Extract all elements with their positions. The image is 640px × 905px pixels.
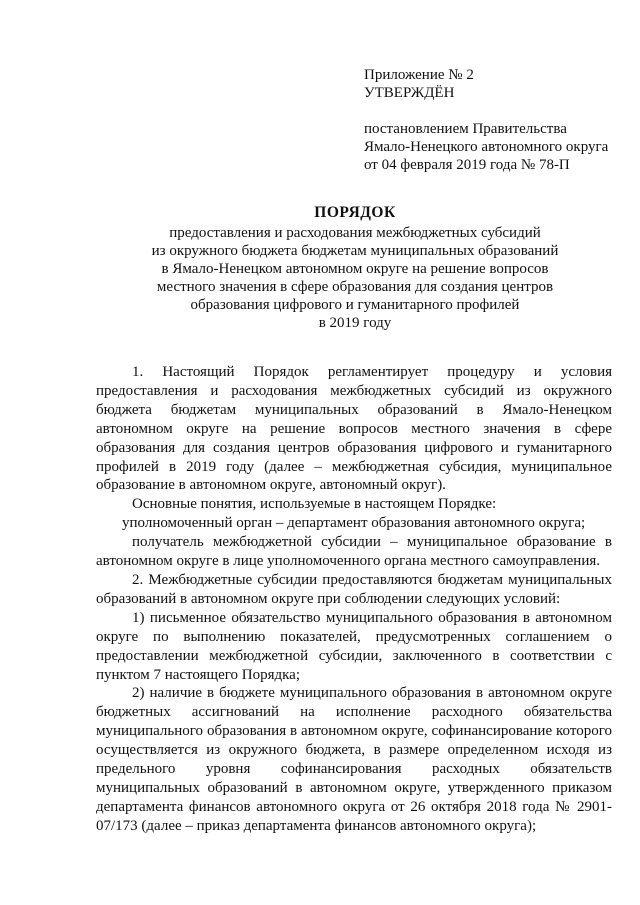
paragraph: Основные понятия, используемые в настоящем Порядке: [132,496,497,513]
paragraph: получатель межбюджетной субсидии – муниципальное образование в автономном округе в лице уполномоченного органа местного самоуправления. [96,534,612,570]
title-line: из окружного бюджета бюджетам муниципальных образований [151,243,559,259]
document-title: ПОРЯДОК [314,204,396,221]
resolution-line: Ямало-Ненецкого автономного округа [364,139,609,155]
approval-block [364,66,624,174]
appendix-label: Приложение № 2 [364,67,474,83]
title-line: в Ямало-Ненецком автономном округе на решение вопросов [161,261,549,277]
approved-label: УТВЕРЖДЁН [364,85,455,101]
title-line: предоставления и расходования межбюджетных субсидий [169,225,541,241]
spacer [364,102,624,120]
title-line: образования цифрового и гуманитарного профилей [190,297,520,313]
paragraph: 2. Межбюджетные субсидии предоставляются бюджетам муниципальных образований в автономном округе при соблюдении следующих условий: [96,571,612,607]
resolution-line: от 04 февраля 2019 года № 78-П [364,157,570,173]
title-line: местного значения в сфере образования для создания центров [156,279,554,295]
paragraph: 2) наличие в бюджете муниципального образования в автономном округе бюджетных ассигнований на исполнение расходного обязательства муниципального образования в автономном округе, софинансирование которого осуществляется из окружного бюджета, в размере определенном исходя из предельного уровня софинансирования расходных обязательств муниципальных образований в автономном округе, утвержденного приказом департамента финансов автономного округа от 26 октября 2018 года № 2901-07/173 (далее – приказ департамента финансов автономного округа); [96,685,612,834]
resolution-line: постановлением Правительства [364,121,567,137]
paragraph: 1. Настоящий Порядок регламентирует процедуру и условия предоставления и расходования межбюджетных субсидий из окружного бюджета бюджетам муниципальных образований в Ямало-Ненецком автономном округе на решение вопросов местного значения в сфере образования для создания центров образования цифрового и гуманитарного профилей в 2019 году (далее – межбюджетная субсидия, муниципальное образование в автономном округе, автономный округ). [96,364,612,494]
paragraph: 1) письменное обязательство муниципального образования в автономном округе по выполнению показателей, предусмотренных соглашением о предоставлении межбюджетной субсидии, заключенного в соответствии с пунктом 7 настоящего Порядка; [96,609,612,683]
paragraph: уполномоченный орган – департамент образования автономного округа; [122,515,586,532]
title-block [130,204,580,332]
title-line: в 2019 году [318,315,392,331]
document-body [96,363,612,836]
